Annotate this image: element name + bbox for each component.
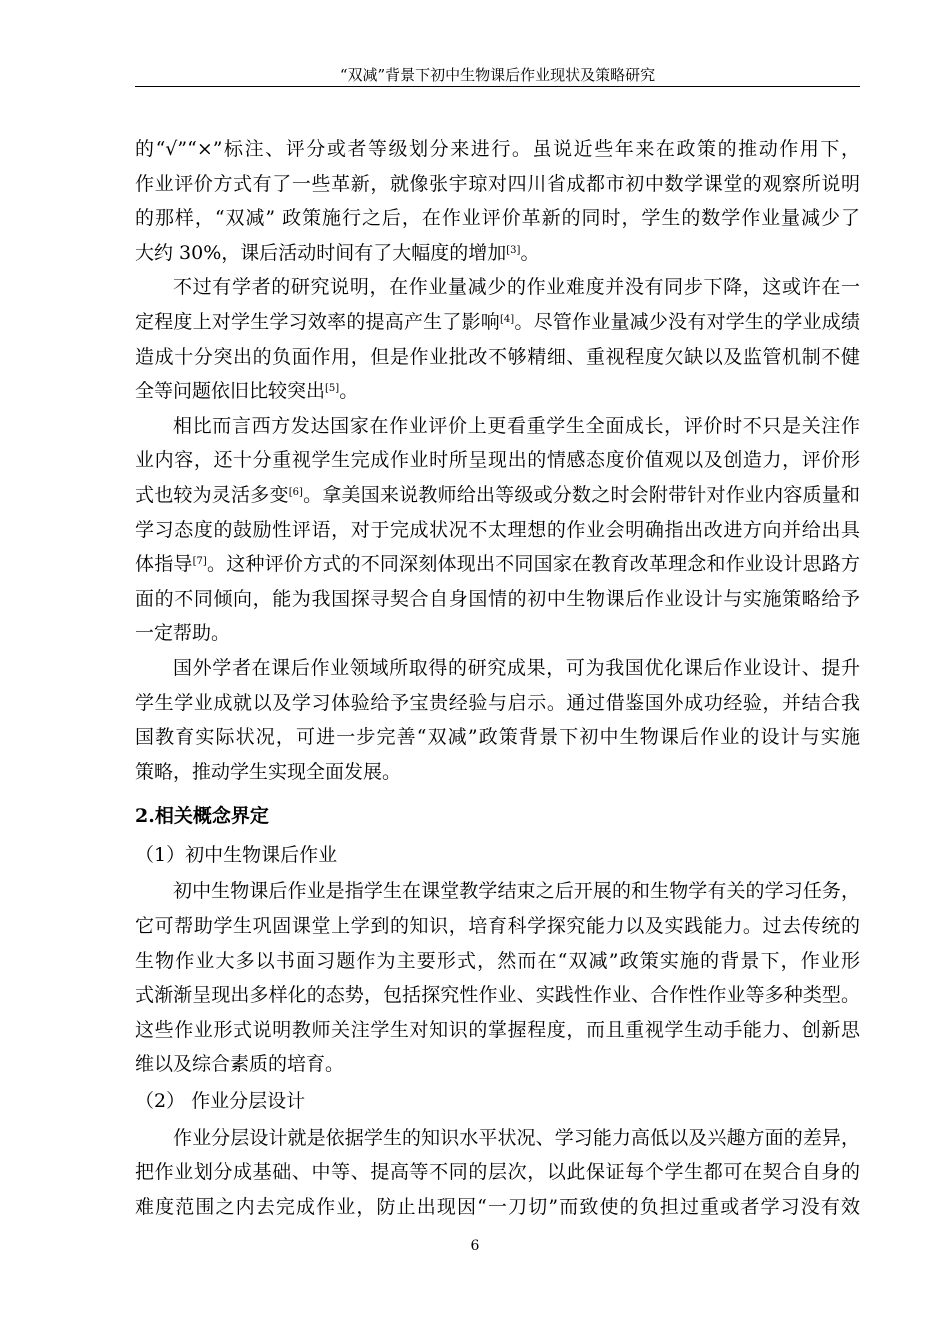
text-line — [135, 374, 860, 409]
text-line — [135, 236, 860, 271]
text-line: 它可帮助学生巩固课堂上学到的知识，培育科学探究能力以及实践能力。过去传统的 — [135, 915, 860, 938]
header-divider — [135, 86, 860, 87]
citation-ref: [3] — [506, 244, 521, 256]
text-line: 相比而言西方发达国家在作业评价上更看重学生全面成长，评价时不只是关注作 — [173, 414, 860, 437]
text-line: 造成十分突出的负面作用，但是作业批改不够精细、重视程度欠缺以及监管机制不健 — [135, 345, 860, 368]
citation-ref: [5] — [325, 383, 340, 395]
citation-ref: [4] — [500, 313, 515, 325]
text-line: 初中生物课后作业是指学生在课堂教学结束之后开展的和生物学有关的学习任务， — [173, 880, 860, 903]
text-run: 体指导 — [135, 553, 193, 576]
text-line: 策略，推动学生实现全面发展。 — [135, 760, 402, 783]
subsection-heading: （2） 作业分层设计 — [135, 1090, 306, 1113]
text-line — [135, 478, 860, 513]
document-body — [135, 132, 860, 1224]
citation-ref: [7] — [192, 556, 207, 568]
text-line: 的那样，“双减” 政策施行之后，在作业评价革新的同时，学生的数学作业量减少了 — [135, 207, 860, 230]
text-line: 维以及综合素质的培育。 — [135, 1053, 345, 1076]
subsection-heading: （1）初中生物课后作业 — [135, 843, 338, 866]
text-run: 。拿美国来说教师给出等级或分数之时会附带针对作业内容质量和 — [302, 483, 860, 506]
text-run: 。 — [520, 241, 540, 264]
running-header-title: “双减”背景下初中生物课后作业现状及策略研究 — [339, 66, 656, 84]
text-line: 不过有学者的研究说明，在作业量减少的作业难度并没有同步下降，这或许在一 — [173, 276, 860, 299]
text-line: 作业分层设计就是依据学生的知识水平状况、学习能力高低以及兴趣方面的差异， — [173, 1126, 860, 1149]
text-line: 国教育实际状况，可进一步完善“双减”政策背景下初中生物课后作业的设计与实施 — [135, 726, 860, 749]
text-run: 。尽管作业量减少没有对学生的学业成绩 — [514, 310, 860, 333]
text-line — [135, 305, 860, 340]
text-line — [135, 547, 860, 582]
text-run: 。 — [339, 380, 359, 403]
text-run: 定程度上对学生学习效率的提高产生了影响 — [135, 310, 501, 333]
text-line: 一定帮助。 — [135, 622, 231, 645]
text-run: 大约 30%，课后活动时间有了大幅度的增加 — [135, 241, 507, 264]
text-line: 学生学业成就以及学习体验给予宝贵经验与启示。通过借鉴国外成功经验，并结合我 — [135, 691, 860, 714]
text-run: 式也较为灵活多变 — [135, 483, 289, 506]
text-line: 作业评价方式有了一些革新，就像张宇琼对四川省成都市初中数学课堂的观察所说明 — [135, 172, 860, 195]
text-line: 把作业划分成基础、中等、提高等不同的层次，以此保证每个学生都可在契合自身的 — [135, 1161, 860, 1184]
text-line: 式渐渐呈现出多样化的态势，包括探究性作业、实践性作业、合作性作业等多种类型。 — [135, 984, 860, 1007]
text-line: 面的不同倾向，能为我国探寻契合自身国情的初中生物课后作业设计与实施策略给予 — [135, 587, 860, 610]
text-run: 。这种评价方式的不同深刻体现出不同国家在教育改革理念和作业设计思路方 — [206, 553, 860, 576]
text-line: 这些作业形式说明教师关注学生对知识的掌握程度，而且重视学生动手能力、创新思 — [135, 1018, 860, 1041]
text-line: 的“√”“×”标注、评分或者等级划分来进行。虽说近些年来在政策的推动作用下， — [135, 138, 860, 160]
text-line: 生物作业大多以书面习题作为主要形式，然而在“双减”政策实施的背景下，作业形 — [135, 949, 860, 972]
text-run: 全等问题依旧比较突出 — [135, 380, 326, 403]
text-line: 难度范围之内去完成作业，防止出现因“一刀切”而致使的负担过重或者学习没有效 — [135, 1195, 860, 1218]
text-line: 学习态度的鼓励性评语，对于完成状况不太理想的作业会明确指出改进方向并给出具 — [135, 518, 860, 541]
page-number: 6 — [470, 1238, 480, 1254]
text-line: 业内容，还十分重视学生完成作业时所呈现出的情感态度价值观以及创造力，评价形 — [135, 449, 860, 472]
text-line: 国外学者在课后作业领域所取得的研究成果，可为我国优化课后作业设计、提升 — [173, 656, 860, 679]
section-heading: 2.相关概念界定 — [135, 805, 269, 828]
citation-ref: [6] — [288, 486, 303, 498]
